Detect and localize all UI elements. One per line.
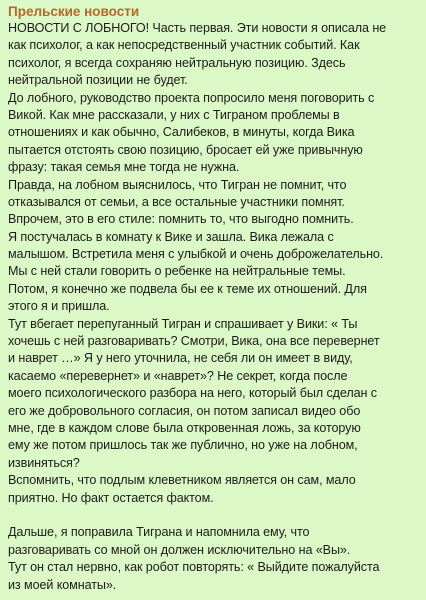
- post-line: моего психологического разбора на него, который был сделан с: [8, 386, 377, 401]
- post-line: из моей комнаты».: [8, 577, 117, 592]
- post-line: касаемо «перевернет» и «наврет»? Не секрет, когда после: [8, 368, 348, 383]
- post-line: разговаривать со мной он должен исключительно на «Вы».: [8, 542, 351, 557]
- post-line: Правда, на лобном выяснилось, что Тигран не помнит, что: [8, 177, 347, 192]
- post-line: хочешь с ней разговаривать? Смотри, Вика, она все перевернет: [8, 334, 380, 349]
- post-line: Викой. Как мне рассказали, у них с Тиграном проблемы в: [8, 107, 340, 122]
- post-line: Тут вбегает перепуганный Тигран и спрашивает у Вики: « Ты: [8, 316, 358, 331]
- post-text: [8, 20, 418, 594]
- channel-name[interactable]: Прельские новости: [8, 4, 140, 19]
- post-line: отказывался от семьи, а все остальные участники помнят.: [8, 194, 345, 209]
- post-line: и наврет …» Я у него уточнила, не себя ли он имеет в виду,: [8, 351, 353, 366]
- post-line: как психолог, а как непосредственный участник событий. Как: [8, 38, 360, 53]
- post-line: Дальше, я поправила Тиграна и напомнила ему, что: [8, 525, 310, 540]
- post-line: ему же потом пришлось так же публично, но уже на лобном,: [8, 438, 358, 453]
- post-line: нейтральной позиции не будет.: [8, 73, 188, 88]
- post-line: Впрочем, это в его стиле: помнить то, что выгодно помнить.: [8, 212, 354, 227]
- post-line: пытается отстоять свою позицию, бросает ей уже привычную: [8, 142, 363, 157]
- post-line: этого я и пришла.: [8, 299, 110, 314]
- post-line: фразу: такая семья мне тогда не нужна.: [8, 160, 240, 175]
- paragraph-break: [8, 507, 418, 524]
- post-line: Потом, я конечно же подвела бы ее к теме их отношений. Для: [8, 281, 367, 296]
- post-line: отношениях и как обычно, Салибеков, в минуты, когда Вика: [8, 125, 355, 140]
- post-line: Мы с ней стали говорить о ребенке на нейтральные темы.: [8, 264, 346, 279]
- post-line: его же добровольного согласия, он потом записал видео обо: [8, 403, 361, 418]
- post-line: До лобного, руководство проекта попросило меня поговорить с: [8, 90, 375, 105]
- post-line: НОВОСТИ С ЛОБНОГО! Часть первая. Эти новости я описала не: [8, 21, 387, 35]
- post-line: Вспомнить, что подлым клеветником является он сам, мало: [8, 473, 356, 488]
- post-line: малышом. Встретила меня с улыбкой и очень доброжелательно.: [8, 247, 384, 262]
- post-line: извиняться?: [8, 455, 80, 470]
- post-line: мне, где в каждом слове была откровенная ложь, за которую: [8, 420, 361, 435]
- post-line: Тут он стал нервно, как робот повторять: « Выйдите пожалуйста: [8, 560, 380, 575]
- post-line: психолог, я всегда сохраняю нейтральную позицию. Здесь: [8, 55, 346, 70]
- post-line: приятно. Но факт остается фактом.: [8, 490, 214, 505]
- post-line: Я постучалась в комнату к Вике и зашла. Вика лежала с: [8, 229, 334, 244]
